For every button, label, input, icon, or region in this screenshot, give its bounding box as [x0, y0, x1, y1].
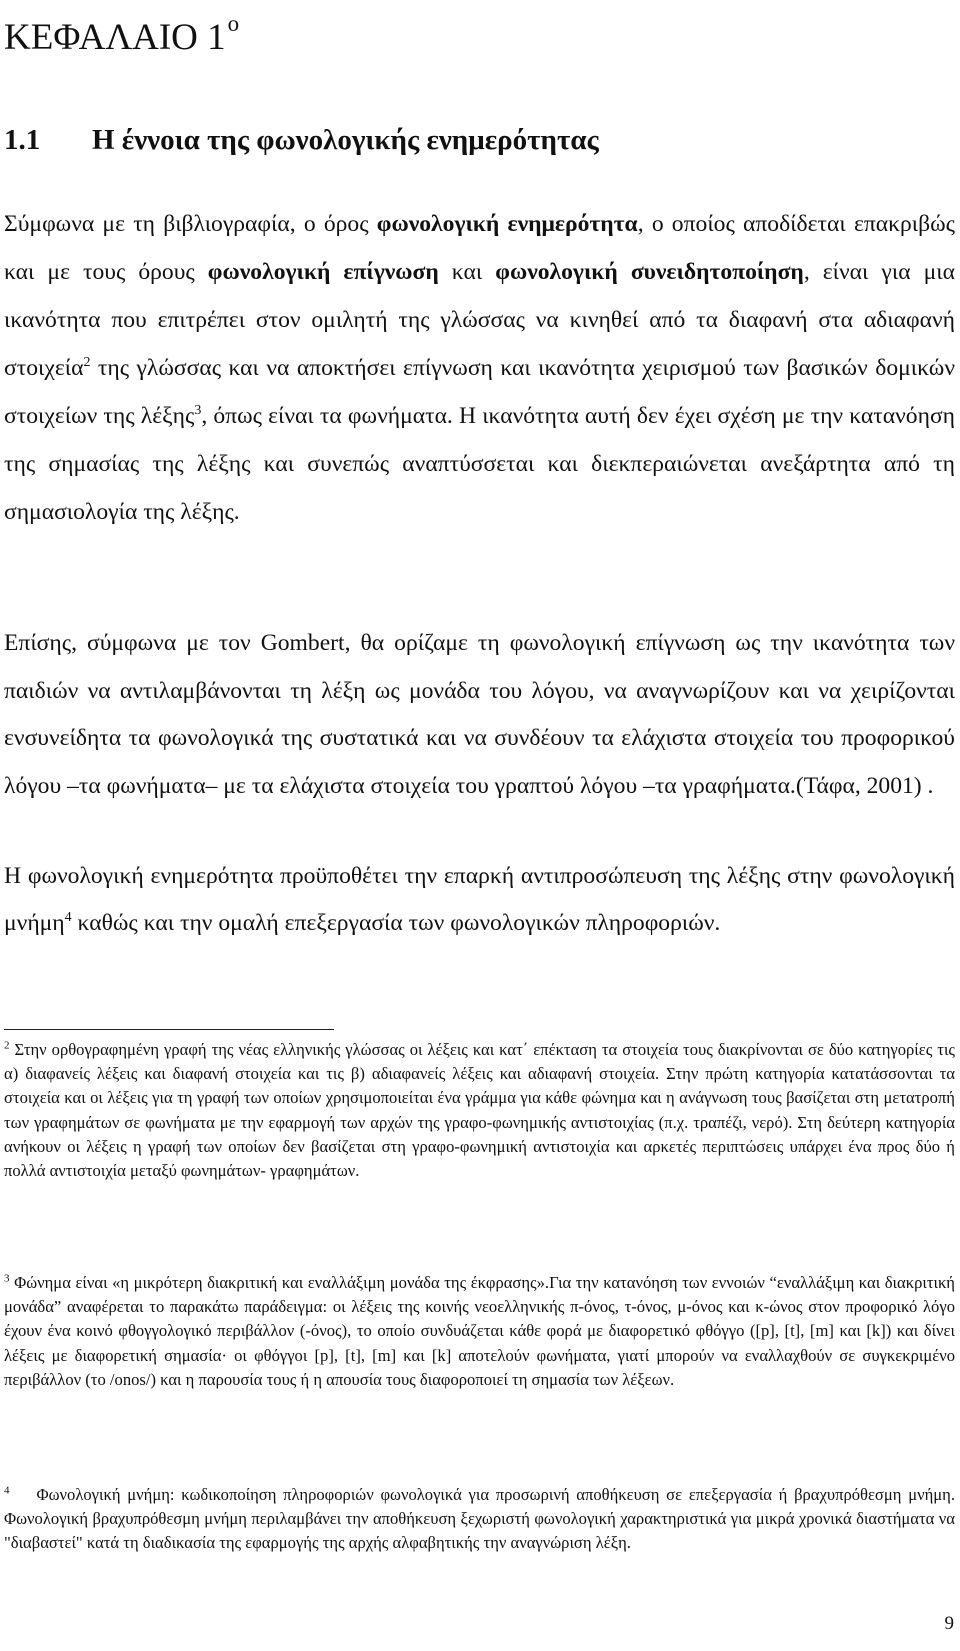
paragraph-definition: [4, 200, 955, 536]
text-run: , όπως είναι τα φωνήματα. Η ικανότητα αυτή δεν έχει σχέση με την κατανόηση της σημασίας της λέξης και συνεπώς αναπτύσσεται και διεκπεραιώνεται ανεξάρτητα από τη σημασιολογία της λέξης.: [4, 403, 955, 525]
footnote-2: [4, 1038, 955, 1183]
page-number: 9: [944, 1613, 954, 1634]
text-run: της γλώσσας και να αποκτήσει επίγνωση και ικανότητα χειρισμού των βασικών δομικών στοιχείων της λέξης: [4, 355, 955, 429]
footnote-3: [4, 1271, 955, 1392]
section-number: 1.1: [4, 124, 41, 156]
text-run: Σύμφωνα με τη βιβλιογραφία, ο όρος: [4, 211, 377, 237]
paragraph-memory: [4, 853, 955, 947]
chapter-heading: [4, 0, 239, 62]
paragraph-gombert: Επίσης, σύμφωνα με τον Gombert, θα ορίζαμε τη φωνολογική επίγνωση ως την ικανότητα των παιδιών να αντιλαμβάνονται τη λέξη ως μονάδα του λόγου, να αναγνωρίζουν και να χειρίζονται ενσυνείδητα τα φωνολογικά της συστατικά και να συνδέουν τα ελάχιστα στοιχεία του προφορικού λόγου –τα φωνήματα– με τα ελάχιστα στοιχεία του γραπτού λόγου –τα γραφήματα.(Τάφα, 2001) .: [4, 630, 955, 799]
footnote-ref[interactable]: 2: [83, 355, 91, 371]
footnote-text: Φωνολογική μνήμη: κωδικοποίηση πληροφοριών φωνολογικά για προσωρινή αποθήκευση σε επεξεργασία ή βραχυπρόθεσμη μνήμη. Φωνολογική βραχυπρόθεσμη μνήμη περιλαμβάνει την αποθήκευση ξεχωριστή φωνολογική χαρακτηριστικά για μικρά χρονικά διαστήματα να "διαβαστεί" κατά τη διαδικασία της εφαρμογής της αρχής αλφαβητικής την αναγνώριση λέξη.: [4, 1485, 955, 1553]
text-run: , ο οποίος αποδίδεται επακριβώς και με τους όρους: [4, 211, 956, 285]
footnote-4: [4, 1483, 955, 1556]
section-title: Η έννοια της φωνολογικής ενημερότητας: [92, 124, 599, 156]
footnote-text: Στην ορθογραφημένη γραφή της νέας ελληνικής γλώσσας οι λέξεις και κατ΄ επέκταση τα στοιχεία τους διακρίνονται σε δύο κατηγορίες τις α) διαφανείς λέξεις και διαφανή στοιχεία και τις β) αδιαφανείς λέξεις και αδιαφανή στοιχεία. Στην πρώτη κατηγορία κατατάσσονται τα στοιχεία και οι λέξεις για τη γραφή των οποίων χρησιμοποιείται ένα γράμμα για κάθε φώνημα και η ανάγνωση τους βασίζεται στη μετατροπή των γραφημάτων σε φωνήματα με την εφαρμογή των αρχών της γραφο-φωνημικής αντιστοιχίας (π.χ. τραπέζι, νερό). Στη δεύτερη κατηγορία ανήκουν οι λέξεις η γραφή των οποίων δεν βασίζεται στη γραφο-φωνημική αντιστοιχία και αρκετές περιπτώσεις υπάρχει ένα προς δύο ή πολλά αντιστοιχία μεταξύ φωνημάτων- γραφημάτων.: [4, 1040, 955, 1181]
section-heading: [4, 122, 599, 158]
footnote-ref[interactable]: 3: [194, 403, 202, 419]
bold-term: φωνολογική επίγνωση: [207, 259, 439, 285]
footnote-number: 4: [4, 1484, 10, 1497]
footnote-number: 2: [4, 1039, 10, 1052]
text-run: , είναι για μια ικανότητα που επιτρέπει στον ομιλητή της γλώσσας να κινηθεί από τα διαφανή στα αδιαφανή στοιχεία: [4, 259, 955, 381]
text-run: και: [438, 259, 496, 285]
bold-term: φωνολογική ενημερότητα: [376, 211, 638, 237]
text-run: καθώς και την ομαλή επεξεργασία των φωνολογικών πληροφοριών.: [71, 910, 721, 936]
chapter-ordinal: ο: [227, 11, 240, 36]
footnote-text: Φώνημα είναι «η μικρότερη διακριτική και εναλλάξιμη μονάδα της έκφρασης».Για την κατανόηση των εννοιών “εναλλάξιμη και διακριτική μονάδα” αναφέρεται το παρακάτω παράδειγμα: οι λέξεις της κοινής νεοελληνικής π-όνος, τ-όνος, μ-όνος και κ-ώνος στον προφορικό λόγο έχουν ένα κοινό φθογγολογικό περιβάλλον (-όνος), το οποίο συνδυάζεται κάθε φορά με διαφορετικό φθόγγο ([p], [t], [m] και [k]) και δίνει λέξεις με διαφορετική σημασία· οι φθόγγοι [p], [t], [m] και [k] αποτελούν φωνήματα, γιατί μπορούν να εναλλαχθούν σε συγκεκριμένο περιβάλλον (το /onos/) και η παρουσία τους ή η απουσία τους διαφοροποιεί τη σημασία των λέξεων.: [4, 1273, 955, 1389]
chapter-title: ΚΕΦΑΛΑΙΟ 1: [4, 17, 226, 58]
footnote-number: 3: [4, 1272, 10, 1285]
bold-term: φωνολογική συνειδητοποίηση: [495, 259, 804, 285]
footnote-ref[interactable]: 4: [64, 910, 72, 926]
text-run: Η φωνολογική ενημερότητα προϋποθέτει την επαρκή αντιπροσώπευση της λέξης στην φωνολογική μνήμη: [4, 863, 955, 936]
footnote-separator: [4, 1029, 334, 1030]
